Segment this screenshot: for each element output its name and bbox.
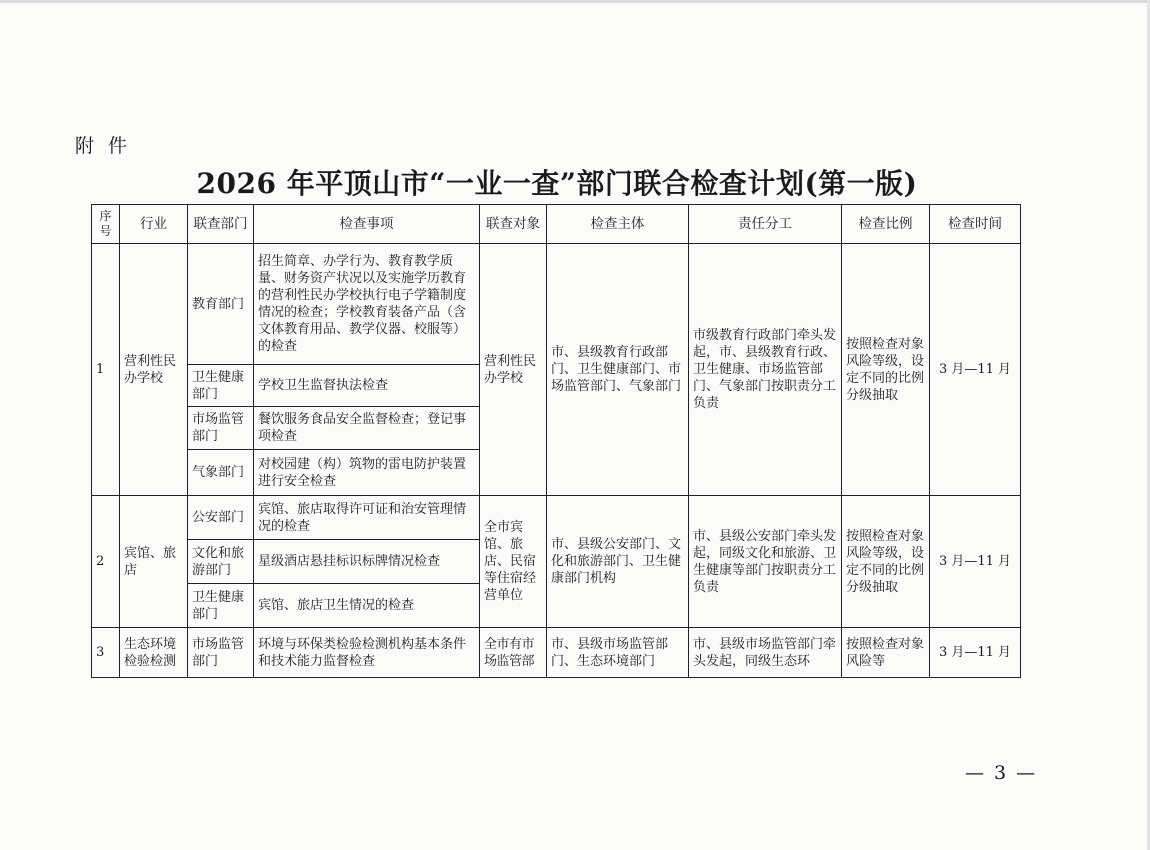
row-duty: 市、县级公安部门牵头发起，同级文化和旅游、卫生健康等部门按职责分工负责 (689, 496, 842, 628)
row-item: 对校园建（构）筑物的雷电防护装置进行安全检查 (254, 450, 480, 496)
row-duty: 市、县级市场监管部门牵头发起，同级生态环 (689, 628, 842, 678)
table-row (92, 628, 1021, 678)
header-industry: 行业 (120, 205, 188, 244)
row-subject: 市、县级市场监管部门、生态环境部门 (547, 628, 689, 678)
row-item: 学校卫生监督执法检查 (254, 365, 480, 407)
row-objects: 营利性民办学校 (480, 244, 547, 496)
inspection-plan-table (91, 204, 1021, 678)
row-seq: 2 (92, 496, 120, 628)
row-objects: 全市有市场监管部 (480, 628, 547, 678)
row-ratio: 按照检查对象风险等级，设定不同的比例分级抽取 (842, 244, 930, 496)
top-edge-rule (0, 0, 1150, 3)
row-department: 卫生健康部门 (188, 365, 254, 407)
header-duty: 责任分工 (689, 205, 842, 244)
table-header-row (92, 205, 1021, 244)
row-department: 气象部门 (188, 450, 254, 496)
row-department: 卫生健康部门 (188, 584, 254, 628)
row-industry: 营利性民办学校 (120, 244, 188, 496)
row-seq: 1 (92, 244, 120, 496)
header-objects: 联查对象 (480, 205, 547, 244)
header-ratio: 检查比例 (842, 205, 930, 244)
header-subject: 检查主体 (547, 205, 689, 244)
row-time: 3 月—11 月 (930, 628, 1021, 678)
attachment-label: 附 件 (75, 135, 132, 157)
row-item: 餐饮服务食品安全监督检查；登记事项检查 (254, 407, 480, 450)
row-industry: 生态环境检验检测 (120, 628, 188, 678)
row-objects: 全市宾馆、旅店、民宿等住宿经营单位 (480, 496, 547, 628)
row-duty: 市级教育行政部门牵头发起，市、县级教育行政、卫生健康、市场监管部门、气象部门按职责分工负责 (689, 244, 842, 496)
row-seq: 3 (92, 628, 120, 678)
document-title: 2026 年平顶山市“一业一查”部门联合检查计划(第一版) (196, 167, 918, 200)
row-item: 宾馆、旅店取得许可证和治安管理情况的检查 (254, 496, 480, 540)
row-item: 环境与环保类检验检测机构基本条件和技术能力监督检查 (254, 628, 480, 678)
row-department: 市场监管部门 (188, 628, 254, 678)
table-row (92, 244, 1021, 365)
table-row (92, 496, 1021, 540)
row-industry: 宾馆、旅店 (120, 496, 188, 628)
row-item: 星级酒店悬挂标识标牌情况检查 (254, 540, 480, 584)
row-ratio: 按照检查对象风险等 (842, 628, 930, 678)
row-subject: 市、县级教育行政部门、卫生健康部门、市场监管部门、气象部门 (547, 244, 689, 496)
header-time: 检查时间 (930, 205, 1021, 244)
row-time: 3 月—11 月 (930, 244, 1021, 496)
row-item: 招生简章、办学行为、教育教学质量、财务资产状况以及实施学历教育的营利性民办学校执行电子学籍制度情况的检查；学校教育装备产品（含文体教育用品、教学仪器、校服等）的检查 (254, 244, 480, 365)
row-item: 宾馆、旅店卫生情况的检查 (254, 584, 480, 628)
row-ratio: 按照检查对象风险等级，设定不同的比例分级抽取 (842, 496, 930, 628)
row-department: 文化和旅游部门 (188, 540, 254, 584)
row-subject: 市、县级公安部门、文化和旅游部门、卫生健康部门机构 (547, 496, 689, 628)
page-number: — 3 — (965, 762, 1038, 784)
header-items: 检查事项 (254, 205, 480, 244)
row-department: 市场监管部门 (188, 407, 254, 450)
header-departments: 联查部门 (188, 205, 254, 244)
row-department: 公安部门 (188, 496, 254, 540)
row-time: 3 月—11 月 (930, 496, 1021, 628)
header-seq: 序号 (92, 205, 120, 244)
row-department: 教育部门 (188, 244, 254, 365)
